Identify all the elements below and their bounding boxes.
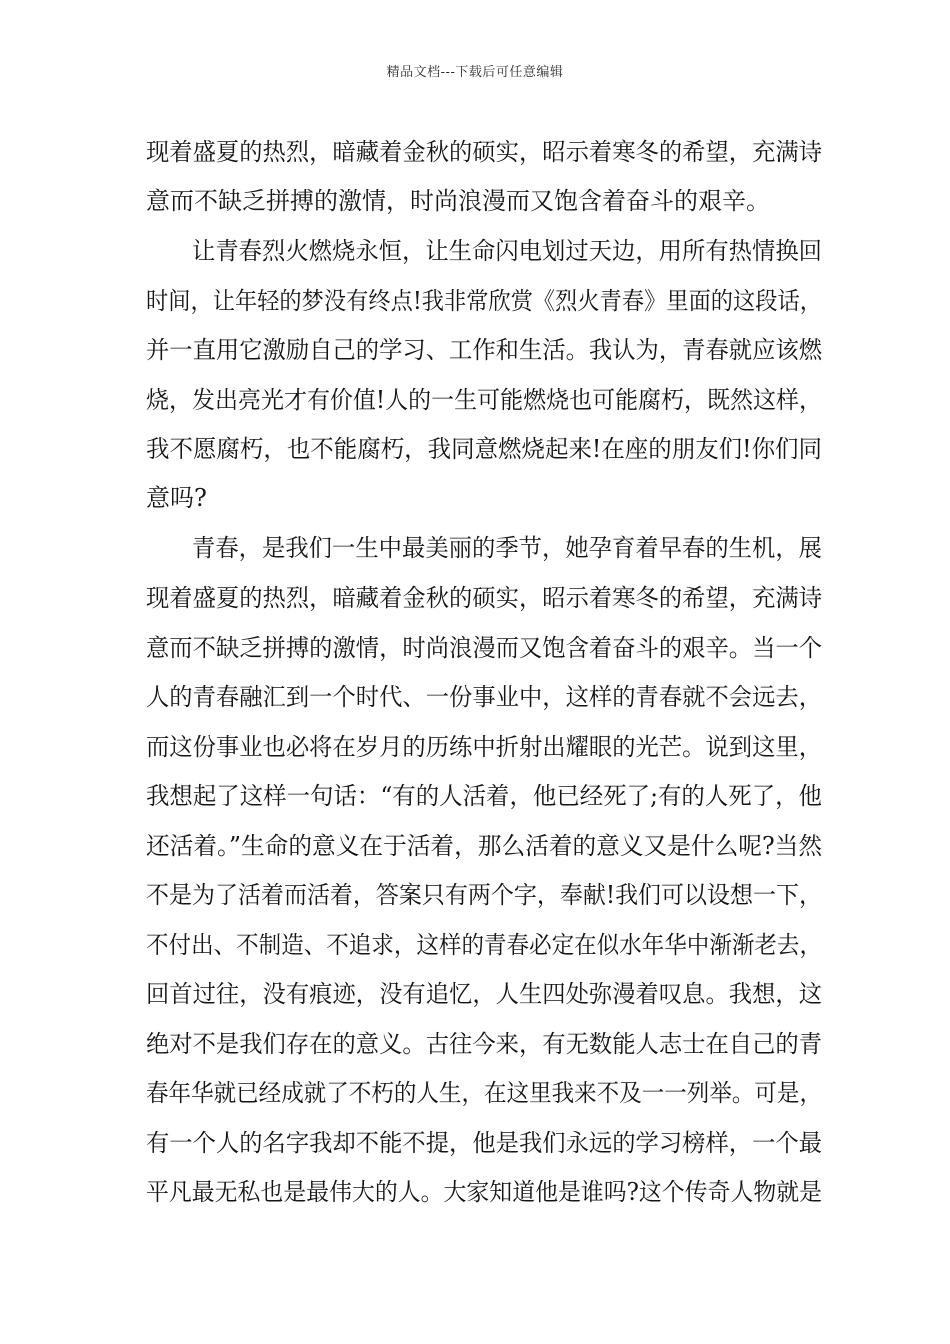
text-line-content: 不付出、不制造、不追求，这样的青春必定在似水年华中渐渐老去，	[146, 931, 822, 959]
text-line-content: 现着盛夏的热烈，暗藏着金秋的硕实，昭示着寒冬的希望，充满诗	[146, 138, 822, 166]
text-line-content: 不是为了活着而活着，答案只有两个字，奉献!我们可以设想一下，	[146, 881, 822, 909]
text-line-content: 意而不缺乏拼搏的激情，时尚浪漫而又饱含着奋斗的艰辛。当一个	[146, 634, 822, 662]
text-line-content: 我不愿腐朽，也不能腐朽，我同意燃烧起来!在座的朋友们!你们同	[146, 435, 822, 463]
text-line-content: 绝对不是我们存在的意义。古往今来，有无数能人志士在自己的青	[146, 1030, 822, 1058]
page-header: 精品文档---下载后可任意编辑	[386, 65, 564, 80]
text-line-content: 春年华就已经成就了不朽的人生，在这里我来不及一一列举。可是，	[146, 1079, 822, 1107]
text-line-content: 而这份事业也必将在岁月的历练中折射出耀眼的光芒。说到这里，	[146, 733, 822, 761]
text-line-content: 有一个人的名字我却不能不提，他是我们永远的学习榜样，一个最	[146, 1129, 822, 1157]
text-line-content: 我想起了这样一句话：“有的人活着，他已经死了;有的人死了，他	[146, 782, 822, 810]
text-line-content: 并一直用它激励自己的学习、工作和生活。我认为，青春就应该燃	[146, 336, 822, 364]
text-line-content: 现着盛夏的热烈，暗藏着金秋的硕实，昭示着寒冬的希望，充满诗	[146, 584, 822, 612]
text-line-content: 时间，让年轻的梦没有终点!我非常欣赏《烈火青春》里面的这段话，	[146, 287, 822, 315]
text-line-content: 青春，是我们一生中最美丽的季节，她孕育着早春的生机，展	[192, 534, 822, 562]
text-line-content: 还活着。”生命的意义在于活着，那么活着的意义又是什么呢?当然	[146, 832, 822, 860]
text-line-content: 意吗?	[146, 484, 207, 512]
text-line-content: 烧，发出亮光才有价值!人的一生可能燃烧也可能腐朽，既然这样，	[146, 386, 822, 414]
text-line-content: 回首过往，没有痕迹，没有追忆，人生四处弥漫着叹息。我想，这	[146, 980, 822, 1008]
text-line-content: 让青春烈火燃烧永恒，让生命闪电划过天边，用所有热情换回	[192, 237, 822, 265]
text-line-content: 意而不缺乏拼搏的激情，时尚浪漫而又饱含着奋斗的艰辛。	[146, 187, 770, 215]
text-line-content: 人的青春融汇到一个时代、一份事业中，这样的青春就不会远去，	[146, 683, 822, 711]
text-line-content: 平凡最无私也是最伟大的人。大家知道他是谁吗?这个传奇人物就是	[146, 1178, 822, 1206]
